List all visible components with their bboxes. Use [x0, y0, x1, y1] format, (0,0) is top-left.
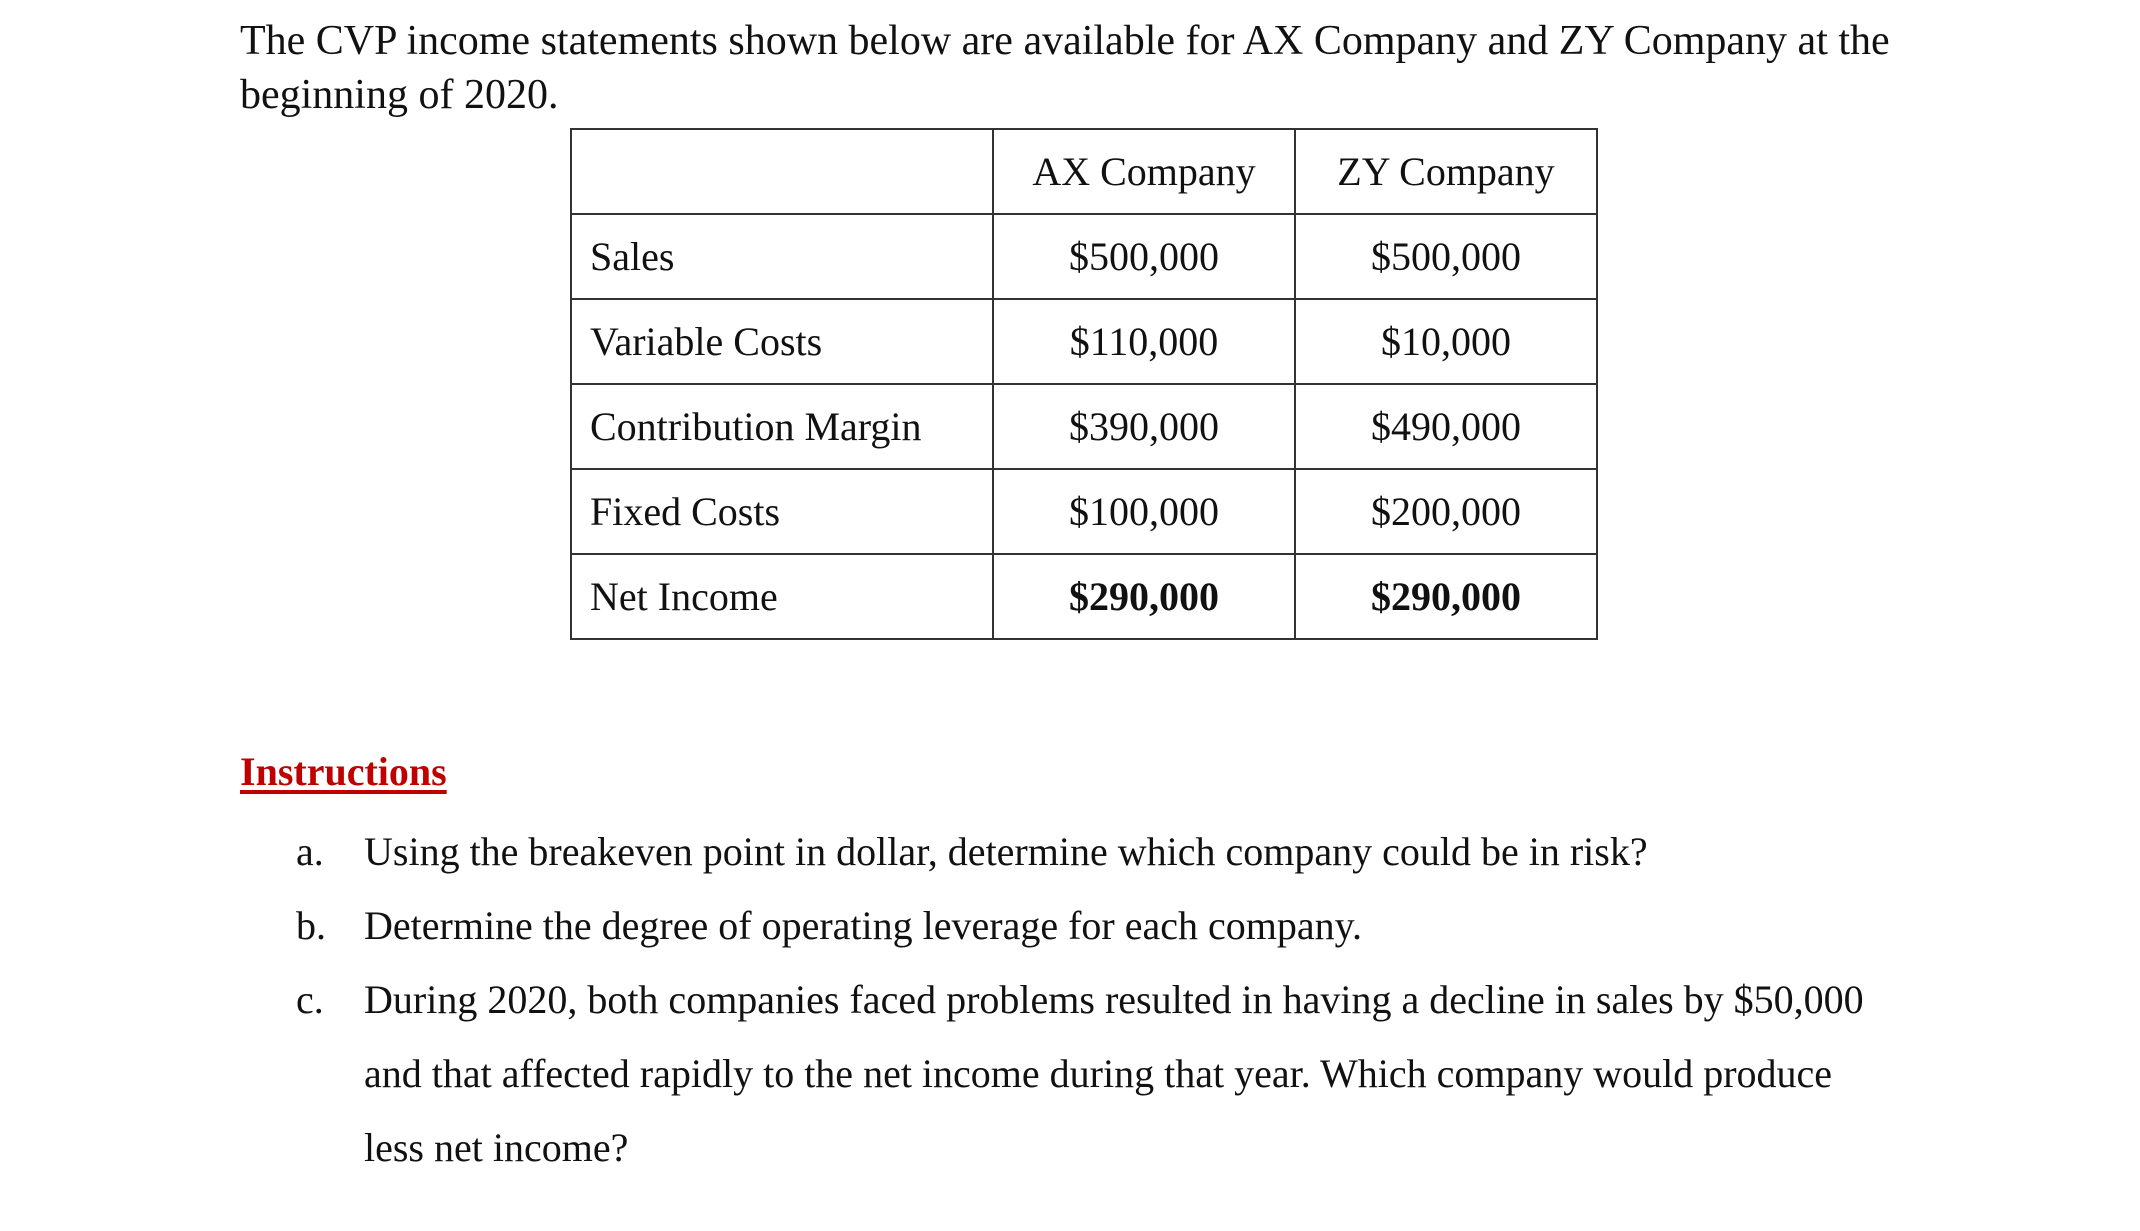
instructions-list [296, 815, 1896, 1185]
table-row-sales [571, 214, 1597, 299]
list-item-text: Determine the degree of operating leverage for each company. [364, 903, 1363, 948]
table-row-net-income [571, 554, 1597, 639]
cvp-income-statement-table [570, 128, 1598, 640]
header-blank-cell [571, 129, 993, 214]
table-row-contribution-margin [571, 384, 1597, 469]
list-item [296, 889, 1896, 963]
table-row-variable-costs [571, 299, 1597, 384]
ax-value: $500,000 [993, 214, 1295, 299]
zy-value: $290,000 [1295, 554, 1597, 639]
row-label: Variable Costs [571, 299, 993, 384]
list-marker: b. [296, 903, 326, 948]
table-row-fixed-costs [571, 469, 1597, 554]
zy-value: $10,000 [1295, 299, 1597, 384]
ax-value: $290,000 [993, 554, 1295, 639]
list-item [296, 963, 1896, 1185]
header-zy-company: ZY Company [1295, 129, 1597, 214]
list-item-text: During 2020, both companies faced problems resulted in having a decline in sales by $50,000 and that affected rapidly to the net income during that year. Which company would produce less net income? [364, 977, 1864, 1170]
zy-value: $500,000 [1295, 214, 1597, 299]
list-item-text: Using the breakeven point in dollar, determine which company could be in risk? [364, 829, 1648, 874]
row-label: Contribution Margin [571, 384, 993, 469]
list-marker: c. [296, 977, 324, 1022]
header-ax-company: AX Company [993, 129, 1295, 214]
instructions-heading: Instructions [240, 749, 447, 794]
list-marker: a. [296, 829, 324, 874]
ax-value: $110,000 [993, 299, 1295, 384]
table-header-row [571, 129, 1597, 214]
row-label: Sales [571, 214, 993, 299]
row-label: Net Income [571, 554, 993, 639]
intro-paragraph: The CVP income statements shown below are available for AX Company and ZY Company at the beginning of 2020. [240, 18, 1890, 118]
ax-value: $390,000 [993, 384, 1295, 469]
zy-value: $490,000 [1295, 384, 1597, 469]
list-item [296, 815, 1896, 889]
ax-value: $100,000 [993, 469, 1295, 554]
zy-value: $200,000 [1295, 469, 1597, 554]
row-label: Fixed Costs [571, 469, 993, 554]
